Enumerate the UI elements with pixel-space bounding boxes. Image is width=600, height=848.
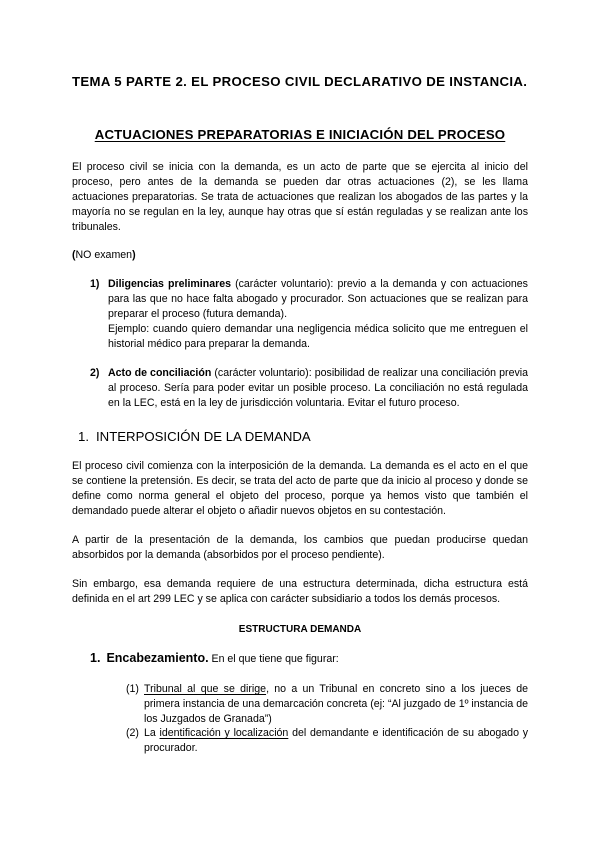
intro-paragraph: El proceso civil se inicia con la demanda, es un acto de parte que se ejercita al inicio del proceso, pero antes de la demanda se pueden dar otras actuaciones (2), se les llama actuaciones preparatorias. Se trata de actuaciones que realizan los abogados de las partes y la mayoría no se regulan en la ley, aunque hay otras que sí están reguladas y se realizan ante los tribunales. xyxy=(72,161,528,233)
section-number: 1. xyxy=(78,429,89,444)
sub-item-number: (1) xyxy=(126,683,139,695)
list-example: Ejemplo: cuando quiero demandar una negligencia médica solicito que me entreguen el historial médico para preparar la demanda. xyxy=(108,323,528,350)
sub-item-tribunal xyxy=(126,682,528,727)
sub-item-text: del demandante e identificación de su abogado y procurador. xyxy=(144,727,528,754)
list-item-diligencias xyxy=(90,277,528,352)
sub-item-pre: La xyxy=(144,727,160,739)
encabezamiento-text: En el que tiene que figurar: xyxy=(208,653,339,665)
sub-item-identificacion xyxy=(126,726,528,756)
no-exam-open: ( xyxy=(72,249,76,261)
list-number: 1) xyxy=(90,278,100,290)
list-number: 2) xyxy=(90,367,100,379)
sub-item-underlined: identificación y localización xyxy=(159,727,289,739)
section-subtitle: ACTUACIONES PREPARATORIAS E INICIACIÓN DEL PROCESO xyxy=(94,127,506,142)
list-text: (carácter voluntario): previo a la demanda y con actuaciones para las que no hace falta abogado y procurador. Son actuaciones que se realizan para preparar el proceso (futura demanda). xyxy=(108,278,528,320)
sub-item-underlined: Tribunal al que se dirige xyxy=(144,683,267,695)
paragraph-absorbidos: A partir de la presentación de la demanda, los cambios que puedan producirse quedan absorbidos por la demanda (absorbidos por el proceso pendiente). xyxy=(72,534,528,561)
list-item-conciliacion xyxy=(90,366,528,411)
paragraph-estructura: Sin embargo, esa demanda requiere de una estructura determinada, dicha estructura está definida en el art 299 LEC y se aplica con carácter subsidiario a todos los demás procesos. xyxy=(72,578,528,605)
sub-item-text: , no a un Tribunal en concreto sino a los jueces de primera instancia de una demarcación concreta (ej: “Al juzgado de 1º instancia de los Juzgados de Granada”) xyxy=(144,683,528,725)
encabezamiento-number: 1. xyxy=(90,651,101,665)
list-term: Diligencias preliminares xyxy=(108,278,232,290)
no-exam-note xyxy=(72,248,528,263)
section-heading-text: INTERPOSICIÓN DE LA DEMANDA xyxy=(96,429,311,444)
no-exam-label: NO xyxy=(75,249,92,261)
estructura-heading: ESTRUCTURA DEMANDA xyxy=(238,624,362,635)
paragraph-demanda: El proceso civil comienza con la interposición de la demanda. La demanda es el acto en el que se contiene la pretensión. Es decir, se trata del acto de parte que da inicio al proceso y donde se define como norma general el objeto del proceso, porque ya hemos visto que también el demandado puede alterar el objeto o añadir nuevos objetos en su contestación. xyxy=(72,460,528,517)
list-term: Acto de conciliación xyxy=(108,367,212,379)
encabezamiento-item xyxy=(90,651,528,667)
encabezamiento-label: Encabezamiento. xyxy=(106,651,209,665)
no-exam-rest: examen xyxy=(91,249,133,261)
no-exam-close: ) xyxy=(132,249,136,261)
list-text: (carácter voluntario): posibilidad de realizar una conciliación previa al proceso. Sería para poder evitar un posible proceso. La conciliación no está regulada en la LEC, está en la ley de jurisdicción voluntaria. Evitar el futuro proceso. xyxy=(108,367,529,409)
section-heading-interposicion xyxy=(78,428,528,446)
document-title: TEMA 5 PARTE 2. EL PROCESO CIVIL DECLARATIVO DE INSTANCIA. xyxy=(72,74,528,89)
sub-item-number: (2) xyxy=(126,727,139,739)
